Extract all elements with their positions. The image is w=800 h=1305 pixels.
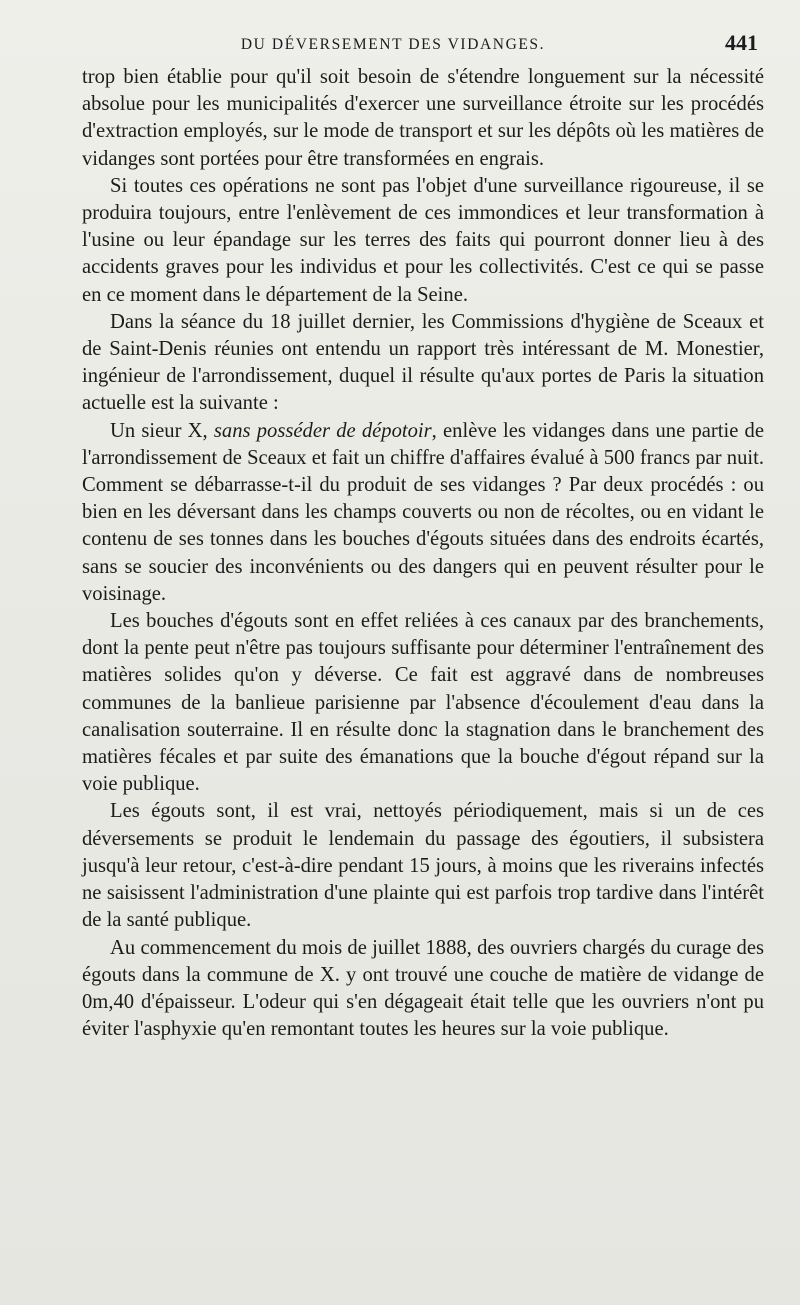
paragraph-2: Si toutes ces opérations ne sont pas l'objet d'une surveillance rigoureuse, il se produira toujours, entre l'enlèvement de ces immondices et leur transformation à l'usine ou leur épandage sur les terres des faits qui pourront donner lieu à des accidents graves pour les individus et pour les collectivités. C'est ce qui se passe en ce moment dans le département de la Seine. <box>82 174 764 306</box>
page-number: 441 <box>725 30 758 55</box>
running-title: DU DÉVERSEMENT DES VIDANGES. <box>240 36 546 53</box>
paragraph-6: Les égouts sont, il est vrai, nettoyés périodiquement, mais si un de ces déversements se produit le lendemain du passage des égoutiers, il subsistera jusqu'à leur retour, c'est-à-dire pendant 15 jours, à moins que les riverains infectés ne saisissent l'administration d'une plainte qui est parfois trop tardive dans l'intérêt de la santé publique. <box>82 800 764 932</box>
paragraph-5: Les bouches d'égouts sont en effet reliées à ces canaux par des branchements, dont la pente peut n'être pas toujours suffisante pour déterminer l'entraînement des matières solides qu'on y déverse. Ce fait est aggravé dans de nombreuses communes de la banlieue parisienne par l'absence d'écoulement d'eau dans la canalisation souterraine. Il en résulte donc la stagnation dans le branchement des matières fécales et par suite des émanations que la bouche d'égout répand sur la voie publique. <box>82 610 764 796</box>
paragraph-1: trop bien établie pour qu'il soit besoin de s'étendre longuement sur la nécessité absolue pour les municipalités d'exercer une surveillance étroite sur les procédés d'extraction employés, sur le mode de transport et sur les dépôts où les matières de vidanges sont portées pour être transformées en engrais. <box>82 66 764 170</box>
paragraph-4-rest: , enlève les vidanges dans une partie de l'arrondissement de Sceaux et fait un chiffre d'affaires évalué à 500 francs par nuit. Comment se débarrasse-t-il du produit de ses vidanges ? Par deux procédés : ou bien en les déversant dans les champs couverts ou non de récoltes, ou en vidant le contenu de ses tonnes dans les bouches d'égouts situées dans des endroits écartés, sans se soucier des inconvénients ou des dangers qui en peuvent résulter pour le voisinage. <box>82 419 764 605</box>
paragraph-4 <box>82 418 764 608</box>
paragraph-4-italic: sans posséder de dépotoir <box>213 419 432 442</box>
running-head <box>82 30 764 64</box>
body-text <box>82 64 764 1043</box>
paragraph-3: Dans la séance du 18 juillet dernier, les Commissions d'hygiène de Sceaux et de Saint-Denis réunies ont entendu un rapport très intéressant de M. Monestier, ingénieur de l'arrondissement, duquel il résulte qu'aux portes de Paris la situation actuelle est la suivante : <box>82 310 764 415</box>
paragraph-7: Au commencement du mois de juillet 1888, des ouvriers chargés du curage des égouts dans la commune de X. y ont trouvé une couche de matière de vidange de 0m,40 d'épaisseur. L'odeur qui s'en dégageait était telle que les ouvriers n'ont pu éviter l'asphyxie qu'en remontant toutes les heures sur la voie publique. <box>82 936 764 1041</box>
paragraph-4-lead: Un sieur X, <box>110 419 214 442</box>
